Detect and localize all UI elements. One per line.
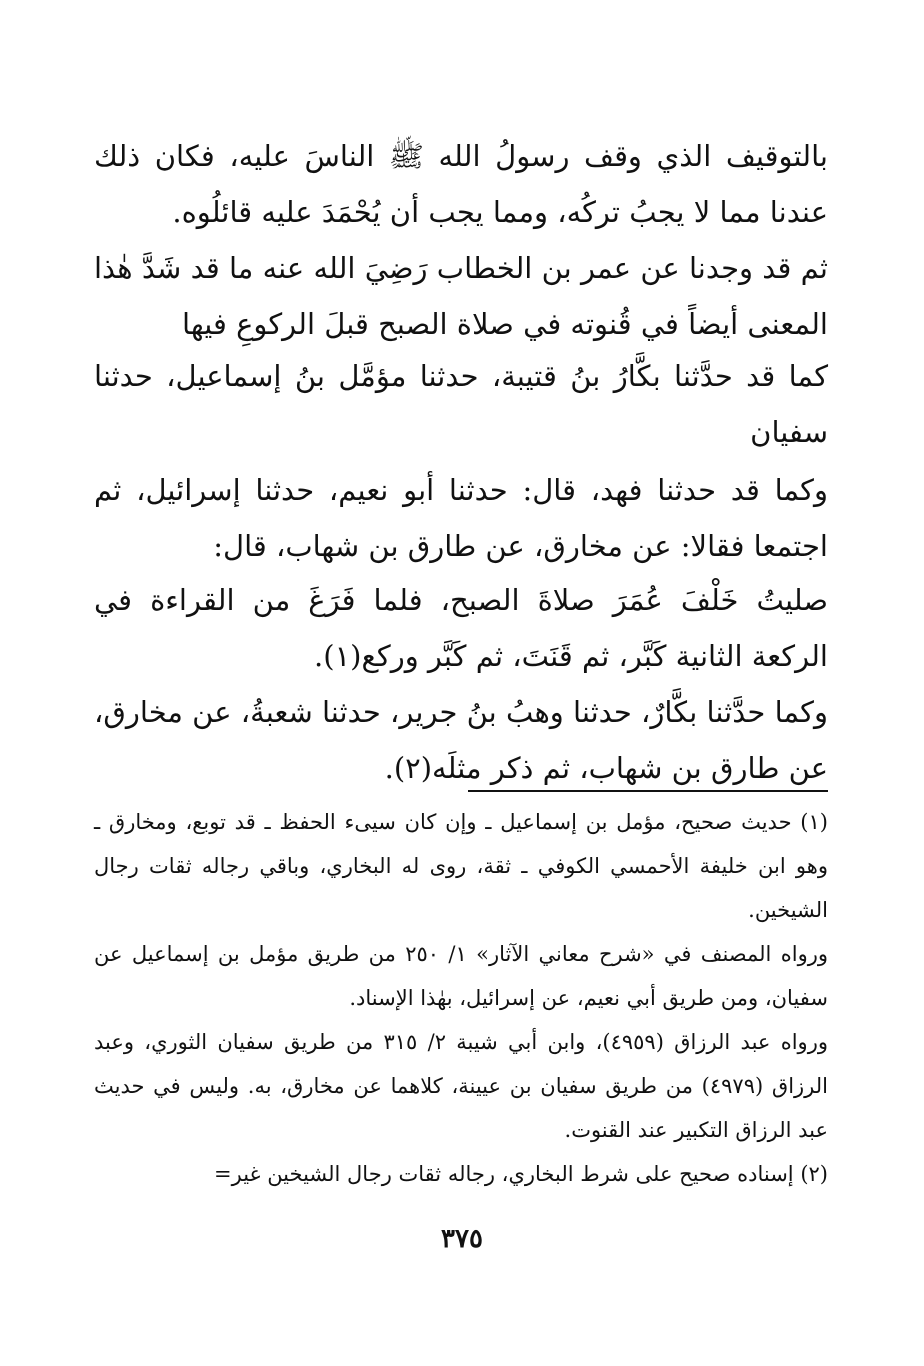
footnote-1: (١) حديث صحيح، مؤمل بن إسماعيل ـ وإن كان سيىء الحفظ ـ قد توبع، ومخارق ـ وهو ابن خليفة الأحمسي الكوفي ـ ثقة، روى له البخاري، وباقي رجاله ثقات رجال الشيخين.: [94, 810, 828, 922]
footnote-separator: [468, 790, 828, 792]
body-paragraph-1: بالتوقيف الذي وقف رسولُ الله ﷺ الناسَ عليه، فكان ذلك عندنا مما لا يجبُ تركُه، ومما يجب أن يُحْمَدَ عليه قائلُوه.: [94, 139, 828, 229]
body-paragraph-6: وكما حدَّثنا بكَّارٌ، حدثنا وهبُ بنُ جرير، حدثنا شعبةُ، عن مخارق، عن طارق بن شهاب، ثم ذكر مثلَه(٢).: [94, 695, 828, 785]
body-paragraph-2: ثم قد وجدنا عن عمر بن الخطاب رَضِيَ الله عنه ما قد شَدَّ هٰذا المعنى أيضاً في قُنوته في صلاة الصبح قبلَ الركوعِ فيها: [94, 251, 828, 341]
body-paragraph-3: كما قد حدَّثنا بكَّارُ بنُ قتيبة، حدثنا مؤمَّل بنُ إسماعيل، حدثنا سفيان: [94, 359, 828, 449]
body-paragraph-4: وكما قد حدثنا فهد، قال: حدثنا أبو نعيم، حدثنا إسرائيل، ثم اجتمعا فقالا: عن مخارق، عن طارق بن شهاب، قال:: [94, 473, 828, 563]
body-paragraph-5: صليتُ خَلْفَ عُمَرَ صلاةَ الصبح، فلما فَرَغَ من القراءة في الركعة الثانية كَبَّر، ثم قَنَتَ، ثم كَبَّر وركع(١).: [94, 583, 828, 673]
footnote-2: (٢) إسناده صحيح على شرط البخاري، رجاله ثقات رجال الشيخين غير=: [214, 1162, 828, 1186]
footnote-1-continued-b: ورواه عبد الرزاق (٤٩٥٩)، وابن أبي شيبة ٢/ ٣١٥ من طريق سفيان الثوري، وعبد الرزاق (٤٩٧٩) من طريق سفيان بن عيينة، كلاهما عن مخارق، به. وليس في حديث عبد الرزاق التكبير عند القنوت.: [94, 1030, 828, 1142]
page-number: ٣٧٥: [441, 1224, 483, 1254]
footnote-1-continued-a: ورواه المصنف في «شرح معاني الآثار» ١/ ٢٥٠ من طريق مؤمل بن إسماعيل عن سفيان، ومن طريق أبي نعيم، عن إسرائيل، بهٰذا الإسناد.: [94, 942, 828, 1010]
